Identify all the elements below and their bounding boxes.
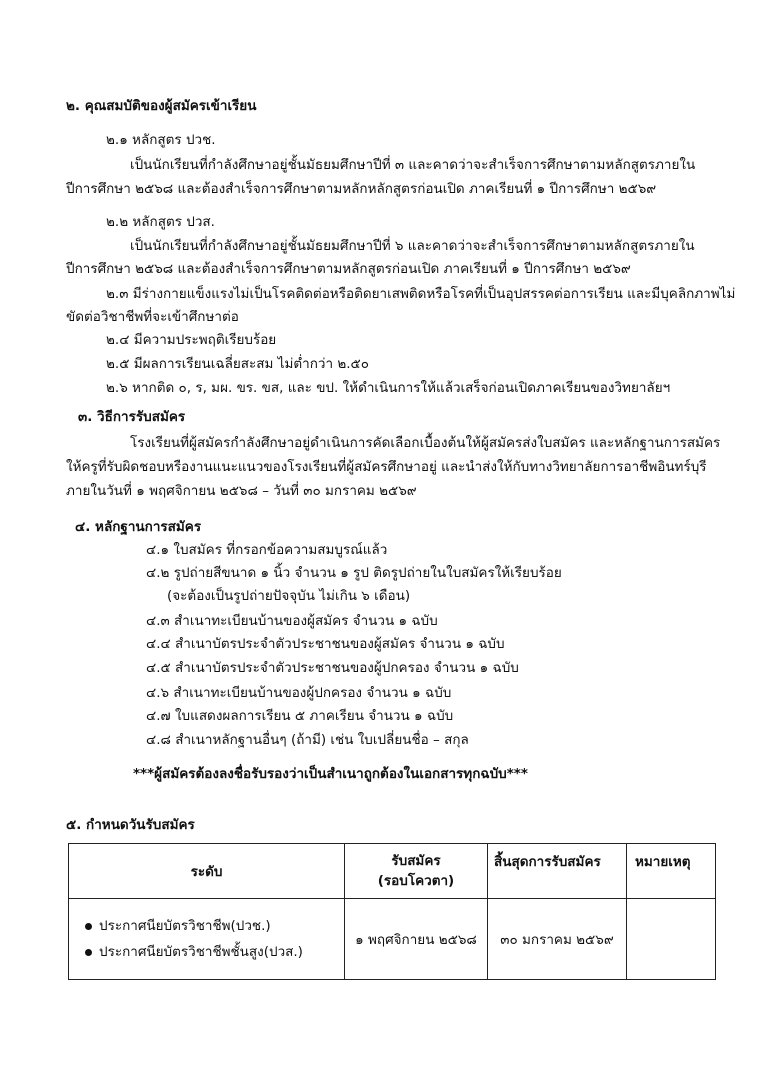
section3-heading: ๓. วิธีการรับสมัคร <box>78 409 186 425</box>
section5-heading: ๕. กำหนดวันรับสมัคร <box>66 817 195 833</box>
document-item-note: (จะต้องเป็นรูปถ่ายปัจจุบัน ไม่เกิน ๖ เดือน) <box>167 588 411 604</box>
s22-text-line2: ปีการศึกษา ๒๕๖๘ และต้องสำเร็จการศึกษาตามหลักสูตรก่อนเปิด ภาคเรียนที่ ๑ ปีการศึกษา ๒๕๖๙ <box>66 261 631 277</box>
s21-text-line1: เป็นนักเรียนที่กำลังศึกษาอยู่ชั้นมัธยมศึกษาปีที่ ๓ และคาดว่าจะสำเร็จการศึกษาตามหลักสูตรภายใน <box>130 157 696 173</box>
cell-levels <box>69 899 345 980</box>
document-item: ๔.๑ ใบสมัคร ที่กรอกข้อความสมบูรณ์แล้ว <box>146 542 388 558</box>
document-item: ๔.๓ สำเนาทะเบียนบ้านของผู้สมัคร จำนวน ๑ ฉบับ <box>146 613 438 629</box>
schedule-table <box>68 843 716 980</box>
header-remark: หมายเหตุ <box>627 844 716 899</box>
header-receive <box>345 844 488 899</box>
level-label: ประกาศนียบัตรวิชาชีพชั้นสูง(ปวส.) <box>99 944 303 960</box>
cell-receive-date: ๑ พฤศจิกายน ๒๕๖๘ <box>345 899 488 980</box>
list-item <box>99 914 344 938</box>
document-item: ๔.๗ ใบแสดงผลการเรียน ๕ ภาคเรียน จำนวน ๑ ฉบับ <box>146 708 454 724</box>
cell-remark <box>627 899 716 980</box>
document-item: ๔.๔ สำเนาบัตรประจำตัวประชาชนของผู้สมัคร จำนวน ๑ ฉบับ <box>146 636 505 652</box>
header-receive-line2: (รอบโควตา) <box>377 873 455 889</box>
s21-title: ๒.๑ หลักสูตร ปวช. <box>106 132 216 148</box>
s22-text-line1: เป็นนักเรียนที่กำลังศึกษาอยู่ชั้นมัธยมศึกษาปีที่ ๖ และคาดว่าจะสำเร็จการศึกษาตามหลักสูตรภายใน <box>130 238 695 254</box>
section3-text-line2: ให้ครูที่รับผิดชอบหรืองานแนะแนวของโรงเรียนที่ผู้สมัครศึกษาอยู่ และนำส่งให้กับทางวิทยาลัยการอาชีพอินทร์บุรี <box>66 459 707 475</box>
bullet-icon <box>85 923 92 930</box>
s23-text-line1: ๒.๓ มีร่างกายแข็งแรงไม่เป็นโรคติดต่อหรือติดยาเสพติดหรือโรคที่เป็นอุปสรรคต่อการเรียน และมีบุคลิกภาพไม่ <box>106 286 736 302</box>
level-label: ประกาศนียบัตรวิชาชีพ(ปวช.) <box>99 918 271 934</box>
s22-title: ๒.๒ หลักสูตร ปวส. <box>106 214 215 230</box>
section4-heading: ๔. หลักฐานการสมัคร <box>75 519 202 535</box>
list-item <box>99 940 344 964</box>
s21-text-line2: ปีการศึกษา ๒๕๖๘ และต้องสำเร็จการศึกษาตามหลักหลักสูตรก่อนเปิด ภาคเรียนที่ ๑ ปีการศึกษา ๒๕๖๙ <box>66 181 657 197</box>
section3-text-line3: ภายในวันที่ ๑ พฤศจิกายน ๒๕๖๘ – วันที่ ๓๐ มกราคม ๒๕๖๙ <box>66 483 417 499</box>
header-receive-line1: รับสมัคร <box>391 853 441 869</box>
s25-text: ๒.๕ มีผลการเรียนเฉลี่ยสะสม ไม่ต่ำกว่า ๒.๕๐ <box>106 356 370 372</box>
section3-text-line1: โรงเรียนที่ผู้สมัครกำลังศึกษาอยู่ดำเนินการคัดเลือกเบื้องต้นให้ผู้สมัครส่งใบสมัคร และหลักฐานการสมัคร <box>130 435 721 451</box>
document-item: ๔.๘ สำเนาหลักฐานอื่นๆ (ถ้ามี) เช่น ใบเปลี่ยนชื่อ – สกุล <box>146 732 469 748</box>
section2-heading: ๒. คุณสมบัติของผู้สมัครเข้าเรียน <box>66 98 257 114</box>
header-level: ระดับ <box>69 844 345 899</box>
s23-text-line2: ขัดต่อวิชาชีพที่จะเข้าศึกษาต่อ <box>66 309 239 325</box>
certification-note: ***ผู้สมัครต้องลงชื่อรับรองว่าเป็นสำเนาถูกต้องในเอกสารทุกฉบับ*** <box>133 766 528 782</box>
cell-end-date: ๓๐ มกราคม ๒๕๖๙ <box>488 899 627 980</box>
document-item: ๔.๒ รูปถ่ายสีขนาด ๑ นิ้ว จำนวน ๑ รูป ติดรูปถ่ายในใบสมัครให้เรียบร้อย <box>146 565 562 581</box>
document-item: ๔.๖ สำเนาทะเบียนบ้านของผู้ปกครอง จำนวน ๑ ฉบับ <box>146 685 452 701</box>
s26-text: ๒.๖ หากติด ๐, ร, มผ. ขร. ขส, และ ขป. ให้ดำเนินการให้แล้วเสร็จก่อนเปิดภาคเรียนของวิทยาลัยฯ <box>106 380 671 396</box>
table-header-row <box>69 844 716 899</box>
s24-text: ๒.๔ มีความประพฤติเรียบร้อย <box>106 332 277 348</box>
header-end: สิ้นสุดการรับสมัคร <box>488 844 627 899</box>
bullet-icon <box>85 949 92 956</box>
table-row <box>69 899 716 980</box>
document-item: ๔.๕ สำเนาบัตรประจำตัวประชาชนของผู้ปกครอง จำนวน ๑ ฉบับ <box>146 660 519 676</box>
